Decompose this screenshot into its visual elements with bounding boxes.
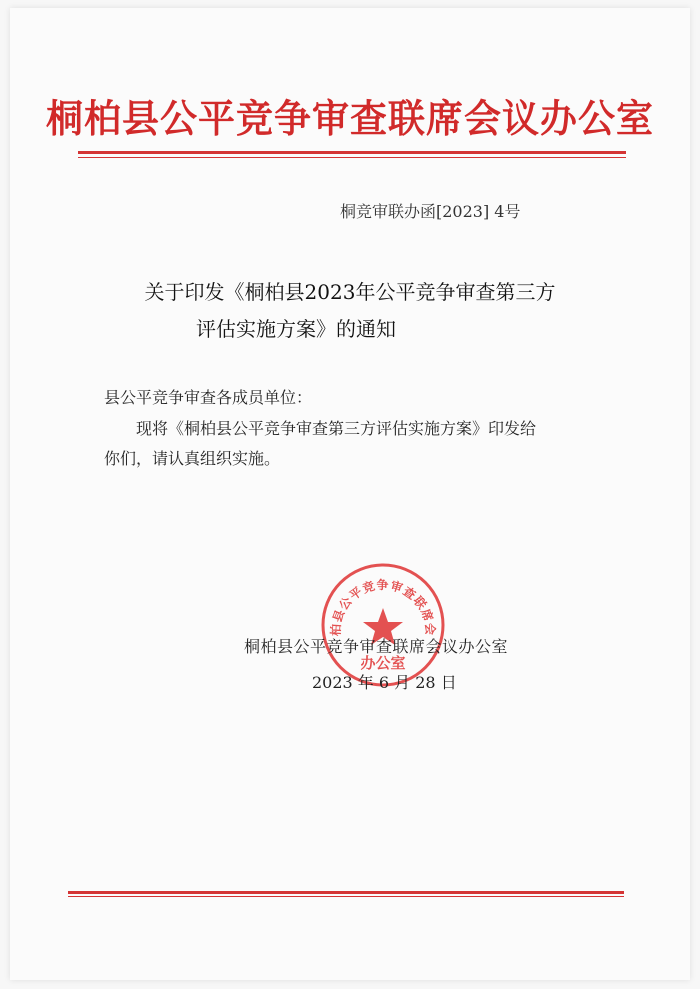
document-number: 桐竞审联办函[2023] 4号 <box>340 202 521 221</box>
document-title-line-2: 评估实施方案》的通知 <box>196 317 396 341</box>
header-red-rule-thin <box>78 157 626 158</box>
org-header-title: 桐柏县公平竞争审查联席会议办公室 <box>46 96 654 142</box>
addressee: 县公平竞争审查各成员单位： <box>104 388 313 407</box>
header-red-rule <box>78 151 626 154</box>
seal-ring-text: 柏县公平竞争审查联席会 <box>328 578 438 637</box>
signature-organization: 桐柏县公平竞争审查联席会议办公室 <box>244 637 509 656</box>
document-title-line-1: 关于印发《桐柏县2023年公平竞争审查第三方 <box>144 280 556 304</box>
footer-red-rule-thin <box>68 896 624 897</box>
body-paragraph: 现将《桐柏县公平竞争审查第三方评估实施方案》印发给你们，请认真组织实施。 <box>104 419 537 468</box>
seal-center-text: 办公室 <box>360 654 406 672</box>
signature-date: 2023 年 6 月 28 日 <box>312 673 457 692</box>
footer-red-rule <box>68 891 624 894</box>
